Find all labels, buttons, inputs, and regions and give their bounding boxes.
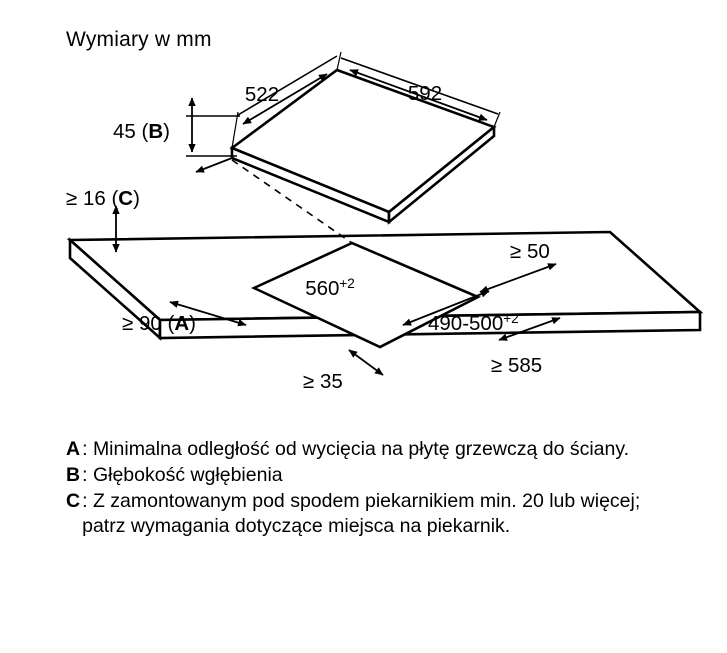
legend-key-a: A	[66, 438, 81, 460]
page-title: Wymiary w mm	[66, 28, 212, 51]
legend-text-a: : Minimalna odległość od wycięcia na płytę grzewczą do ściany.	[82, 438, 630, 460]
dimension-45-b	[113, 98, 240, 156]
label-90-a-group: ≥ 90 (A)	[122, 312, 196, 335]
legend-key-c: C	[66, 490, 81, 512]
label-560-group: $560^{+2}$	[305, 276, 355, 300]
label-585: ≥ 585	[491, 354, 543, 377]
label-35: ≥ 35	[303, 370, 343, 393]
legend-item-a	[66, 437, 666, 462]
label-16-c-group: ≥ 16 (C)	[66, 187, 140, 210]
legend-item-b	[66, 463, 666, 488]
legend	[66, 437, 666, 540]
label-490-500-group: $490-500^{+2}$	[428, 311, 519, 335]
legend-item-c	[66, 489, 666, 539]
label-50: ≥ 50	[510, 240, 550, 263]
dimension-35	[303, 350, 383, 393]
label-522: 522	[244, 83, 280, 106]
label-592: 592	[407, 82, 443, 105]
leader-hob-underside	[196, 158, 232, 172]
legend-text-c: : Z zamontowanym pod spodem piekarnikiem min. 20 lub więcej; patrz wymagania dotyczące miejsca na piekarnik.	[82, 490, 641, 537]
legend-key-b: B	[66, 464, 81, 486]
label-45-b-group: 45 (B)	[113, 120, 170, 143]
legend-text-b: : Głębokość wgłębienia	[82, 464, 283, 486]
